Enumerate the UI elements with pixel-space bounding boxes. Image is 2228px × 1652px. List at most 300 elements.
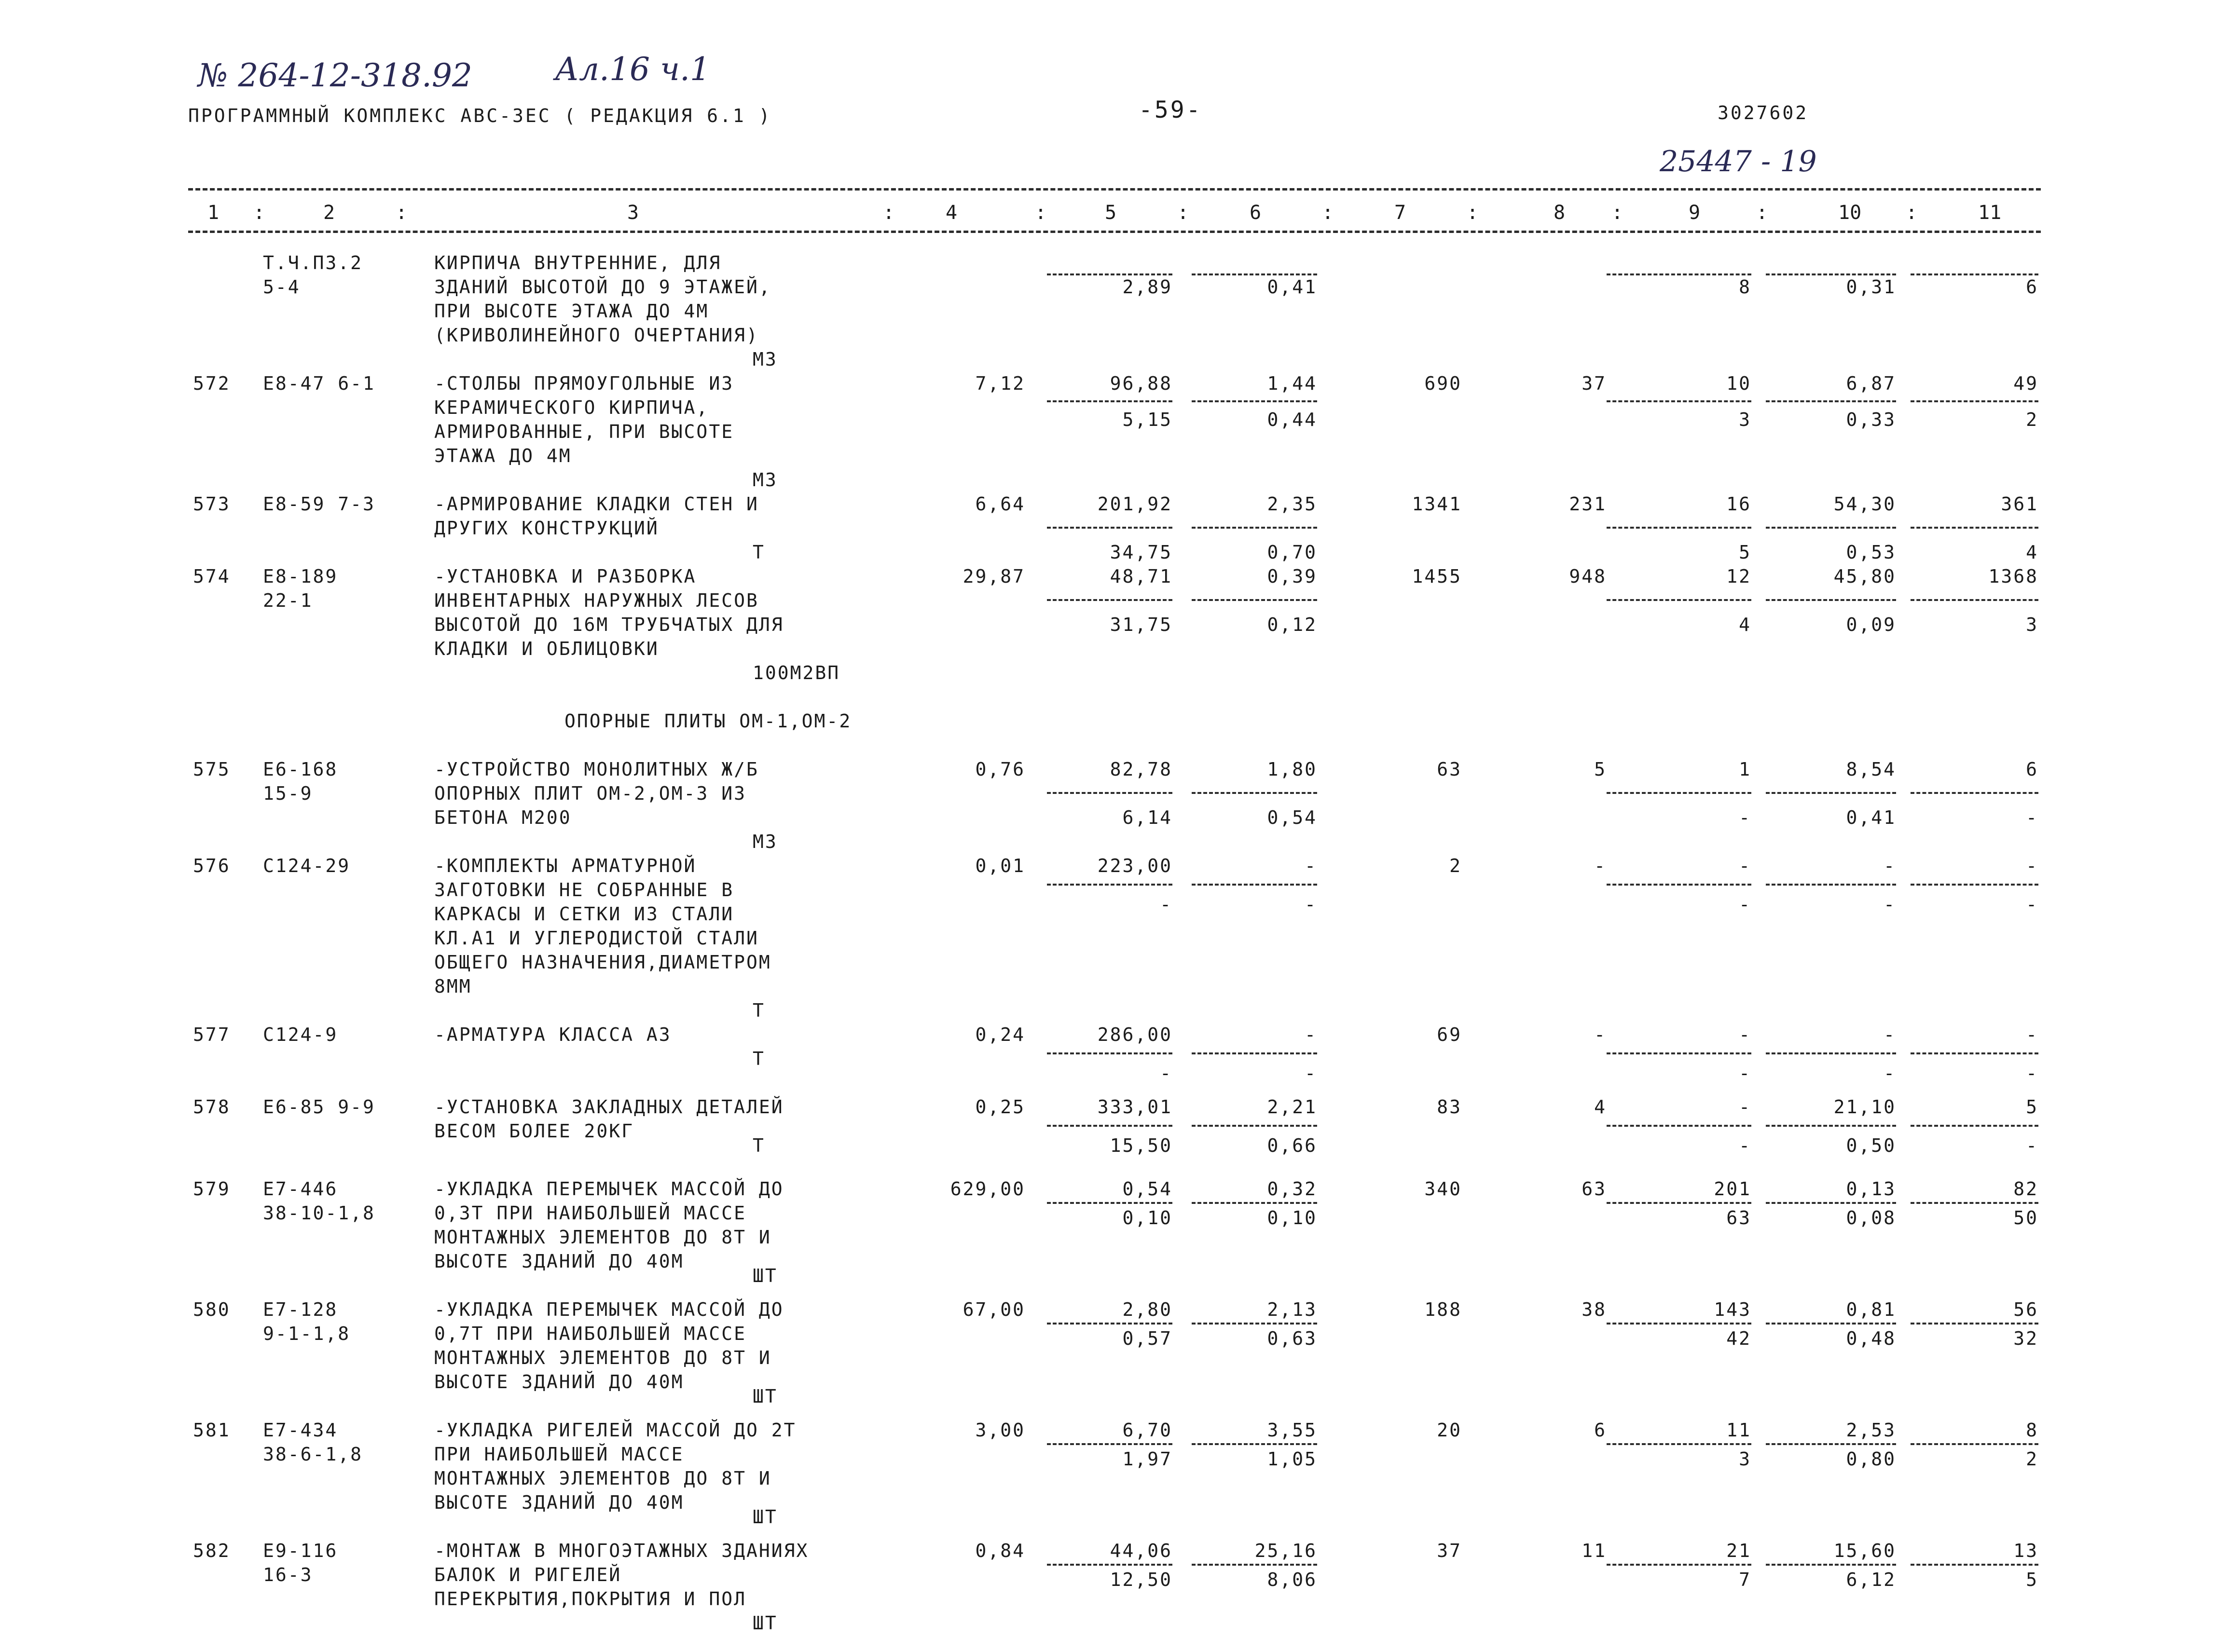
subtotal-divider: [1607, 400, 1751, 402]
labor-unit-machinists: 0,09: [1846, 614, 1896, 635]
unit-cost: 48,71: [1110, 566, 1172, 587]
norm-code: С124-29: [263, 855, 351, 876]
unit-cost-wages: -: [1160, 894, 1172, 915]
labor-total: 1368: [1988, 566, 2038, 587]
column-header-3: 3: [627, 202, 639, 224]
work-description: АРМИРОВАННЫЕ, ПРИ ВЫСОТЕ: [434, 421, 734, 442]
norm-code: 9-1-1,8: [263, 1323, 351, 1344]
header-rule-top: [188, 188, 2041, 191]
total-machines-wages: -: [1739, 807, 1751, 828]
labor-unit-machinists: 0,31: [1846, 276, 1896, 298]
labor-total: 82: [2013, 1178, 2038, 1200]
column-separator: :: [253, 202, 265, 224]
unit-cost: 333,01: [1097, 1096, 1172, 1118]
total-machines-wages: -: [1739, 1135, 1751, 1156]
unit-of-measure: М3: [753, 349, 778, 370]
column-header-9: 9: [1689, 202, 1701, 224]
column-separator: :: [396, 202, 408, 224]
row-number: 582: [193, 1540, 231, 1561]
total-cost: 20: [1437, 1420, 1462, 1441]
row-number: 581: [193, 1420, 231, 1441]
total-cost: 1341: [1412, 493, 1462, 515]
subtotal-divider: [1047, 273, 1172, 275]
column-separator: :: [1467, 202, 1479, 224]
total-cost: 2: [1449, 855, 1462, 876]
labor-unit-machinists: 6,12: [1846, 1569, 1896, 1590]
labor-total-machinists: 6: [2026, 276, 2038, 298]
column-header-10: 10: [1838, 202, 1862, 224]
quantity: 7,12: [975, 373, 1025, 394]
unit-machines: 0,39: [1267, 566, 1317, 587]
unit-cost-wages: 15,50: [1110, 1135, 1172, 1156]
total-wages: 37: [1582, 373, 1607, 394]
work-description: ПРИ НАИБОЛЬШЕЙ МАССЕ: [434, 1444, 684, 1465]
work-description: КЕРАМИЧЕСКОГО КИРПИЧА,: [434, 397, 709, 418]
unit-machines-wages: 0,54: [1267, 807, 1317, 828]
labor-unit-machinists: 0,41: [1846, 807, 1896, 828]
work-description: ВЫСОТЕ ЗДАНИЙ ДО 40М: [434, 1492, 684, 1513]
work-description: -СТОЛБЫ ПРЯМОУГОЛЬНЫЕ ИЗ: [434, 373, 734, 394]
unit-machines: 3,55: [1267, 1420, 1317, 1441]
labor-unit-machinists: 0,50: [1846, 1135, 1896, 1156]
subtotal-divider: [1766, 1323, 1896, 1324]
norm-code: Е9-116: [263, 1540, 338, 1561]
labor-unit: 0,13: [1846, 1178, 1896, 1200]
subtotal-divider: [1607, 527, 1751, 529]
quantity: 3,00: [975, 1420, 1025, 1441]
column-separator: :: [1177, 202, 1189, 224]
labor-total: -: [2026, 1024, 2038, 1045]
labor-total-machinists: 2: [2026, 409, 2038, 430]
labor-unit-machinists: -: [1884, 1063, 1896, 1084]
column-header-2: 2: [323, 202, 335, 224]
unit-of-measure: М3: [753, 831, 778, 852]
work-description: -КОМПЛЕКТЫ АРМАТУРНОЙ: [434, 855, 697, 876]
labor-unit: 6,87: [1846, 373, 1896, 394]
quantity: 0,24: [975, 1024, 1025, 1045]
work-description: ИНВЕНТАРНЫХ НАРУЖНЫХ ЛЕСОВ: [434, 590, 759, 611]
total-wages: -: [1594, 1024, 1607, 1045]
work-description: БАЛОК И РИГЕЛЕЙ: [434, 1564, 622, 1585]
subtotal-divider: [1192, 1564, 1317, 1566]
total-wages: 11: [1582, 1540, 1607, 1561]
labor-total: 361: [2001, 493, 2038, 515]
labor-unit-machinists: 0,08: [1846, 1207, 1896, 1229]
total-cost: 69: [1437, 1024, 1462, 1045]
norm-code: 38-10-1,8: [263, 1202, 375, 1224]
unit-cost-wages: 0,10: [1122, 1207, 1172, 1229]
subtotal-divider: [1911, 599, 2038, 601]
unit-machines: 0,32: [1267, 1178, 1317, 1200]
column-separator: :: [1906, 202, 1918, 224]
unit-cost: 286,00: [1097, 1024, 1172, 1045]
unit-machines-wages: 0,44: [1267, 409, 1317, 430]
unit-of-measure: ШТ: [753, 1612, 778, 1634]
subtotal-divider: [1192, 273, 1317, 275]
total-machines-wages: 8: [1739, 276, 1751, 298]
subtotal-divider: [1911, 273, 2038, 275]
work-description: 8ММ: [434, 976, 472, 997]
norm-code: Е6-85 9-9: [263, 1096, 375, 1118]
labor-unit: -: [1884, 855, 1896, 876]
handwritten-stamp: 25447 - 19: [1660, 145, 1817, 178]
subtotal-divider: [1192, 792, 1317, 794]
quantity: 0,25: [975, 1096, 1025, 1118]
unit-cost-wages: 2,89: [1122, 276, 1172, 298]
column-separator: :: [1322, 202, 1334, 224]
subtotal-divider: [1192, 1443, 1317, 1445]
unit-cost-wages: -: [1160, 1063, 1172, 1084]
unit-machines: 1,80: [1267, 759, 1317, 780]
norm-code: 22-1: [263, 590, 313, 611]
work-description: КАРКАСЫ И СЕТКИ ИЗ СТАЛИ: [434, 903, 734, 925]
labor-total-machinists: -: [2026, 807, 2038, 828]
total-cost: 83: [1437, 1096, 1462, 1118]
subtotal-divider: [1047, 884, 1172, 886]
handwritten-doc-number: № 264-12-318.92: [198, 57, 472, 94]
subtotal-divider: [1192, 1052, 1317, 1054]
norm-code: Е7-434: [263, 1420, 338, 1441]
total-cost: 1455: [1412, 566, 1462, 587]
subtotal-divider: [1766, 1125, 1896, 1127]
work-description: -УКЛАДКА ПЕРЕМЫЧЕК МАССОЙ ДО: [434, 1299, 784, 1320]
subtotal-divider: [1192, 527, 1317, 529]
unit-cost: 44,06: [1110, 1540, 1172, 1561]
work-description: ВЕСОМ БОЛЕЕ 20КГ: [434, 1120, 634, 1142]
labor-unit: 21,10: [1833, 1096, 1896, 1118]
unit-machines-wages: 0,63: [1267, 1328, 1317, 1349]
row-number: 573: [193, 493, 231, 515]
column-separator: :: [883, 202, 895, 224]
subtotal-divider: [1766, 884, 1896, 886]
work-description: ЗДАНИЙ ВЫСОТОЙ ДО 9 ЭТАЖЕЙ,: [434, 276, 771, 298]
total-wages: 6: [1594, 1420, 1607, 1441]
work-description: МОНТАЖНЫХ ЭЛЕМЕНТОВ ДО 8Т И: [434, 1227, 771, 1248]
labor-total-machinists: 2: [2026, 1448, 2038, 1470]
labor-total: 49: [2013, 373, 2038, 394]
total-machines-wages: 42: [1726, 1328, 1751, 1349]
labor-total-machinists: 3: [2026, 614, 2038, 635]
subtotal-divider: [1911, 1443, 2038, 1445]
subtotal-divider: [1607, 1202, 1751, 1204]
labor-total-machinists: 32: [2013, 1328, 2038, 1349]
labor-total-machinists: 5: [2026, 1569, 2038, 1590]
column-header-8: 8: [1554, 202, 1566, 224]
labor-total-machinists: -: [2026, 894, 2038, 915]
subtotal-divider: [1607, 792, 1751, 794]
subtotal-divider: [1047, 599, 1172, 601]
unit-machines: 25,16: [1254, 1540, 1317, 1561]
unit-cost: 223,00: [1097, 855, 1172, 876]
subtotal-divider: [1607, 884, 1751, 886]
program-title: ПРОГРАММНЫЙ КОМПЛЕКС АВС-3ЕС ( РЕДАКЦИЯ 6.1 ): [188, 105, 772, 126]
subtotal-divider: [1047, 792, 1172, 794]
handwritten-album: Ал.16 ч.1: [555, 51, 710, 88]
labor-total-machinists: -: [2026, 1135, 2038, 1156]
subtotal-divider: [1911, 1202, 2038, 1204]
subtotal-divider: [1047, 400, 1172, 402]
total-machines-wages: 5: [1739, 542, 1751, 563]
quantity: 6,64: [975, 493, 1025, 515]
work-description: ВЫСОТОЙ ДО 16М ТРУБЧАТЫХ ДЛЯ: [434, 614, 784, 635]
subtotal-divider: [1911, 527, 2038, 529]
labor-unit: 8,54: [1846, 759, 1896, 780]
labor-total-machinists: 4: [2026, 542, 2038, 563]
subtotal-divider: [1047, 1202, 1172, 1204]
norm-code: 16-3: [263, 1564, 313, 1585]
work-description: -УСТАНОВКА ЗАКЛАДНЫХ ДЕТАЛЕЙ: [434, 1096, 784, 1118]
unit-of-measure: Т: [753, 1000, 765, 1021]
work-description: -УКЛАДКА РИГЕЛЕЙ МАССОЙ ДО 2Т: [434, 1420, 797, 1441]
work-description: КИРПИЧА ВНУТРЕННИЕ, ДЛЯ: [434, 252, 722, 273]
work-description: ВЫСОТЕ ЗДАНИЙ ДО 40М: [434, 1251, 684, 1272]
unit-machines: 2,21: [1267, 1096, 1317, 1118]
unit-cost-wages: 31,75: [1110, 614, 1172, 635]
subtotal-divider: [1766, 599, 1896, 601]
work-description: ПЕРЕКРЫТИЯ,ПОКРЫТИЯ И ПОЛ: [434, 1588, 746, 1610]
column-separator: :: [1611, 202, 1623, 224]
norm-code: Е8-59 7-3: [263, 493, 375, 515]
subtotal-divider: [1911, 1052, 2038, 1054]
subtotal-divider: [1192, 884, 1317, 886]
subtotal-divider: [1911, 1125, 2038, 1127]
labor-total: 56: [2013, 1299, 2038, 1320]
labor-unit-machinists: 0,80: [1846, 1448, 1896, 1470]
unit-machines-wages: 0,12: [1267, 614, 1317, 635]
row-number: 580: [193, 1299, 231, 1320]
unit-of-measure: М3: [753, 469, 778, 491]
subtotal-divider: [1192, 400, 1317, 402]
total-cost: 63: [1437, 759, 1462, 780]
work-description: КЛ.А1 И УГЛЕРОДИСТОЙ СТАЛИ: [434, 928, 759, 949]
norm-code: 38-6-1,8: [263, 1444, 363, 1465]
norm-code: Е8-47 6-1: [263, 373, 375, 394]
subtotal-divider: [1911, 1323, 2038, 1324]
unit-of-measure: Т: [753, 542, 765, 563]
subtotal-divider: [1047, 1125, 1172, 1127]
subtotal-divider: [1607, 1052, 1751, 1054]
total-machines: 1: [1739, 759, 1751, 780]
subtotal-divider: [1911, 400, 2038, 402]
unit-cost-wages: 1,97: [1122, 1448, 1172, 1470]
unit-of-measure: ШТ: [753, 1386, 778, 1407]
subtotal-divider: [1047, 1052, 1172, 1054]
subtotal-divider: [1192, 1323, 1317, 1324]
unit-machines-wages: 0,70: [1267, 542, 1317, 563]
labor-unit-machinists: 0,48: [1846, 1328, 1896, 1349]
subtotal-divider: [1766, 273, 1896, 275]
total-wages: -: [1594, 855, 1607, 876]
total-wages: 231: [1569, 493, 1607, 515]
unit-cost-wages: 34,75: [1110, 542, 1172, 563]
unit-machines-wages: 0,10: [1267, 1207, 1317, 1229]
work-description: -УСТРОЙСТВО МОНОЛИТНЫХ Ж/Б: [434, 759, 759, 780]
total-machines-wages: 7: [1739, 1569, 1751, 1590]
work-description: 0,3Т ПРИ НАИБОЛЬШЕЙ МАССЕ: [434, 1202, 746, 1224]
total-wages: 38: [1582, 1299, 1607, 1320]
total-machines: 11: [1726, 1420, 1751, 1441]
work-description: ОПОРНЫХ ПЛИТ ОМ-2,ОМ-3 ИЗ: [434, 783, 746, 804]
unit-machines-wages: -: [1305, 1063, 1317, 1084]
labor-unit: 2,53: [1846, 1420, 1896, 1441]
quantity: 0,76: [975, 759, 1025, 780]
unit-machines-wages: 1,05: [1267, 1448, 1317, 1470]
work-description: -УСТАНОВКА И РАЗБОРКА: [434, 566, 697, 587]
subtotal-divider: [1607, 273, 1751, 275]
total-machines: 21: [1726, 1540, 1751, 1561]
total-cost: 188: [1424, 1299, 1462, 1320]
unit-machines-wages: 8,06: [1267, 1569, 1317, 1590]
labor-total: 13: [2013, 1540, 2038, 1561]
labor-unit: 0,81: [1846, 1299, 1896, 1320]
labor-total: 5: [2026, 1096, 2038, 1118]
unit-machines-wages: 0,41: [1267, 276, 1317, 298]
subtotal-divider: [1047, 1323, 1172, 1324]
work-description: -АРМАТУРА КЛАССА А3: [434, 1024, 672, 1045]
unit-machines: 2,35: [1267, 493, 1317, 515]
column-header-4: 4: [946, 202, 958, 224]
total-machines: 10: [1726, 373, 1751, 394]
subtotal-divider: [1911, 1564, 2038, 1566]
row-number: 579: [193, 1178, 231, 1200]
total-cost: 340: [1424, 1178, 1462, 1200]
subtotal-divider: [1766, 1443, 1896, 1445]
norm-code: Е8-189: [263, 566, 338, 587]
labor-total: -: [2026, 855, 2038, 876]
section-title: ОПОРНЫЕ ПЛИТЫ ОМ-1,ОМ-2: [564, 710, 852, 732]
labor-unit: 45,80: [1833, 566, 1896, 587]
unit-of-measure: 100М2ВП: [753, 662, 840, 683]
total-machines-wages: 3: [1739, 1448, 1751, 1470]
unit-cost: 0,54: [1122, 1178, 1172, 1200]
column-header-11: 11: [1978, 202, 2002, 224]
total-machines: 16: [1726, 493, 1751, 515]
total-wages: 4: [1594, 1096, 1607, 1118]
quantity: 67,00: [963, 1299, 1025, 1320]
labor-unit-machinists: 0,33: [1846, 409, 1896, 430]
subtotal-divider: [1192, 1202, 1317, 1204]
work-description: ДРУГИХ КОНСТРУКЦИЙ: [434, 518, 659, 539]
subtotal-divider: [1911, 792, 2038, 794]
total-machines-wages: -: [1739, 1063, 1751, 1084]
unit-machines-wages: -: [1305, 894, 1317, 915]
total-wages: 5: [1594, 759, 1607, 780]
subtotal-divider: [1192, 599, 1317, 601]
total-machines: -: [1739, 855, 1751, 876]
subtotal-divider: [1607, 1323, 1751, 1324]
work-description: (КРИВОЛИНЕЙНОГО ОЧЕРТАНИЯ): [434, 325, 759, 346]
row-number: 572: [193, 373, 231, 394]
unit-of-measure: Т: [753, 1048, 765, 1069]
subtotal-divider: [1047, 1564, 1172, 1566]
total-wages: 948: [1569, 566, 1607, 587]
total-machines: 201: [1714, 1178, 1751, 1200]
work-description: ЭТАЖА ДО 4М: [434, 445, 572, 466]
unit-cost: 201,92: [1097, 493, 1172, 515]
unit-machines: -: [1305, 855, 1317, 876]
unit-cost: 2,80: [1122, 1299, 1172, 1320]
unit-cost: 96,88: [1110, 373, 1172, 394]
row-number: 576: [193, 855, 231, 876]
unit-cost-wages: 0,57: [1122, 1328, 1172, 1349]
labor-unit-machinists: 0,53: [1846, 542, 1896, 563]
subtotal-divider: [1766, 1202, 1896, 1204]
row-number: 578: [193, 1096, 231, 1118]
quantity: 0,01: [975, 855, 1025, 876]
total-machines-wages: 4: [1739, 614, 1751, 635]
column-header-6: 6: [1250, 202, 1262, 224]
column-separator: :: [1756, 202, 1768, 224]
work-description: ПРИ ВЫСОТЕ ЭТАЖА ДО 4М: [434, 300, 709, 322]
total-machines-wages: 63: [1726, 1207, 1751, 1229]
norm-code: Т.Ч.П3.2: [263, 252, 363, 273]
total-wages: 63: [1582, 1178, 1607, 1200]
labor-unit: 54,30: [1833, 493, 1896, 515]
total-machines: 12: [1726, 566, 1751, 587]
total-machines: 143: [1714, 1299, 1751, 1320]
work-description: ЗАГОТОВКИ НЕ СОБРАННЫЕ В: [434, 879, 734, 901]
total-cost: 690: [1424, 373, 1462, 394]
labor-total: 8: [2026, 1420, 2038, 1441]
total-machines-wages: -: [1739, 894, 1751, 915]
column-header-1: 1: [207, 202, 220, 224]
unit-cost-wages: 5,15: [1122, 409, 1172, 430]
subtotal-divider: [1766, 1052, 1896, 1054]
subtotal-divider: [1766, 792, 1896, 794]
norm-code: Е7-128: [263, 1299, 338, 1320]
norm-code: С124-9: [263, 1024, 338, 1045]
row-number: 575: [193, 759, 231, 780]
labor-total: 6: [2026, 759, 2038, 780]
norm-code: 15-9: [263, 783, 313, 804]
subtotal-divider: [1766, 400, 1896, 402]
work-description: МОНТАЖНЫХ ЭЛЕМЕНТОВ ДО 8Т И: [434, 1468, 771, 1489]
subtotal-divider: [1607, 1125, 1751, 1127]
subtotal-divider: [1047, 1443, 1172, 1445]
norm-code: Е7-446: [263, 1178, 338, 1200]
total-machines-wages: 3: [1739, 409, 1751, 430]
quantity: 0,84: [975, 1540, 1025, 1561]
column-header-5: 5: [1105, 202, 1117, 224]
unit-cost: 82,78: [1110, 759, 1172, 780]
work-description: -УКЛАДКА ПЕРЕМЫЧЕК МАССОЙ ДО: [434, 1178, 784, 1200]
labor-unit: 15,60: [1833, 1540, 1896, 1561]
work-description: ВЫСОТЕ ЗДАНИЙ ДО 40М: [434, 1371, 684, 1393]
quantity: 629,00: [950, 1178, 1025, 1200]
total-machines: -: [1739, 1024, 1751, 1045]
unit-machines: 2,13: [1267, 1299, 1317, 1320]
work-description: МОНТАЖНЫХ ЭЛЕМЕНТОВ ДО 8Т И: [434, 1347, 771, 1368]
work-description: 0,7Т ПРИ НАИБОЛЬШЕЙ МАССЕ: [434, 1323, 746, 1344]
subtotal-divider: [1911, 884, 2038, 886]
total-machines: -: [1739, 1096, 1751, 1118]
unit-of-measure: Т: [753, 1135, 765, 1156]
unit-machines: -: [1305, 1024, 1317, 1045]
unit-cost-wages: 6,14: [1122, 807, 1172, 828]
work-description: БЕТОНА М200: [434, 807, 572, 828]
row-number: 577: [193, 1024, 231, 1045]
subtotal-divider: [1607, 1564, 1751, 1566]
header-rule-bottom: [188, 231, 2041, 233]
document-code: 3027602: [1718, 102, 1809, 123]
norm-code: Е6-168: [263, 759, 338, 780]
quantity: 29,87: [963, 566, 1025, 587]
column-separator: :: [1035, 202, 1047, 224]
subtotal-divider: [1766, 1564, 1896, 1566]
column-header-7: 7: [1394, 202, 1406, 224]
work-description: -МОНТАЖ В МНОГОЭТАЖНЫХ ЗДАНИЯХ: [434, 1540, 809, 1561]
row-number: 574: [193, 566, 231, 587]
